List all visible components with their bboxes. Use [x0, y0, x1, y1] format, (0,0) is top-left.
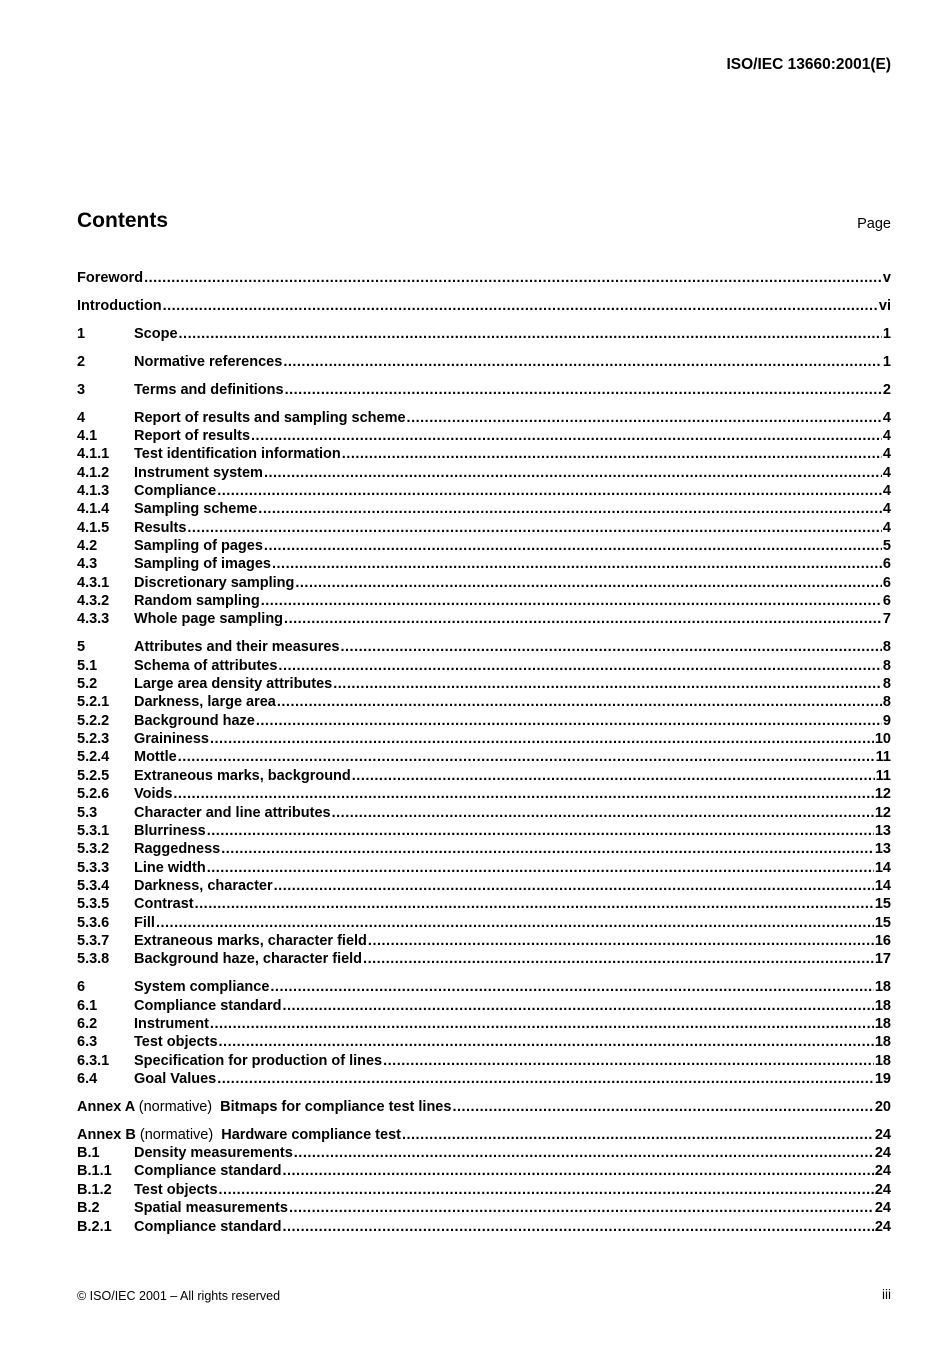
toc-entry-number: 5.1 — [77, 657, 98, 674]
toc-entry[interactable] — [77, 1033, 891, 1051]
toc-entry-title-text: Sampling of images — [134, 556, 271, 573]
toc-entry-number: 4.3.3 — [77, 611, 110, 628]
toc-dot-leader — [207, 859, 874, 877]
toc-entry-title-text: Normative references — [134, 353, 283, 370]
table-of-contents — [77, 269, 891, 1236]
toc-entry[interactable] — [77, 1052, 891, 1070]
toc-dot-leader — [219, 1181, 874, 1199]
toc-entry-page: 11 — [875, 767, 891, 784]
toc-entry-title — [134, 997, 281, 1015]
toc-entry-page: 4 — [882, 464, 891, 481]
toc-entry-title-text: Blurriness — [134, 822, 206, 839]
toc-entry[interactable] — [77, 500, 891, 518]
toc-entry-title — [134, 1218, 281, 1236]
toc-dot-leader — [217, 482, 882, 500]
toc-entry-title-text: Compliance standard — [134, 997, 282, 1014]
toc-entry-page: 6 — [882, 556, 891, 573]
toc-entry-page: 15 — [874, 896, 891, 913]
toc-entry-page: 6 — [882, 574, 891, 591]
toc-entry-title-text: Background haze — [134, 712, 255, 729]
toc-entry-number: 4.3.1 — [77, 574, 110, 591]
toc-entry-page: 12 — [874, 786, 891, 803]
toc-entry-number: 1 — [77, 325, 86, 342]
page-column-label: Page — [857, 216, 891, 232]
toc-entry-page: 24 — [874, 1181, 891, 1198]
toc-dot-leader — [283, 353, 882, 371]
toc-entry-number: 4.1.3 — [77, 483, 110, 500]
toc-entry[interactable] — [77, 1162, 891, 1180]
toc-entry-title-text: Results — [134, 519, 187, 536]
toc-entry-title — [134, 445, 341, 463]
toc-entry-title-text: Discretionary sampling — [134, 574, 295, 591]
toc-entry[interactable] — [77, 767, 891, 785]
toc-entry[interactable] — [77, 592, 891, 610]
toc-entry[interactable] — [77, 353, 891, 371]
toc-entry-title-text: Annex B — [77, 1126, 136, 1143]
toc-entry-title-text: Graininess — [134, 731, 209, 748]
toc-dot-leader — [363, 950, 874, 968]
toc-entry-title — [134, 482, 216, 500]
toc-dot-leader — [342, 445, 882, 463]
toc-entry[interactable] — [77, 822, 891, 840]
toc-entry[interactable] — [77, 482, 891, 500]
toc-dot-leader — [407, 409, 882, 427]
toc-entry[interactable] — [77, 325, 891, 343]
toc-dot-leader — [264, 537, 882, 555]
toc-entry-page: v — [882, 270, 891, 286]
toc-entry-title-text: Darkness, large area — [134, 694, 276, 711]
toc-entry-title — [134, 822, 206, 840]
toc-entry[interactable] — [77, 932, 891, 950]
toc-entry-page: 24 — [874, 1218, 891, 1235]
toc-entry[interactable] — [77, 804, 891, 822]
toc-entry-title — [134, 785, 172, 803]
toc-entry-title-text: Line width — [134, 859, 206, 876]
toc-entry-annex-title: Hardware compliance test — [221, 1126, 401, 1143]
toc-entry-title — [77, 269, 143, 287]
toc-entry[interactable] — [77, 840, 891, 858]
toc-dot-leader — [261, 592, 882, 610]
toc-entry[interactable] — [77, 657, 891, 675]
toc-dot-leader — [277, 693, 882, 711]
toc-dot-leader — [452, 1098, 873, 1116]
toc-entry-title-text: Compliance standard — [134, 1163, 282, 1180]
toc-entry-title-text: Specification for production of lines — [134, 1052, 383, 1069]
toc-entry[interactable] — [77, 269, 891, 287]
toc-entry[interactable] — [77, 409, 891, 427]
toc-entry-page: 4 — [882, 501, 891, 518]
toc-dot-leader — [219, 1033, 874, 1051]
toc-entry-title — [134, 353, 282, 371]
toc-entry[interactable] — [77, 381, 891, 399]
toc-entry-number: 5.2.5 — [77, 767, 110, 784]
toc-entry[interactable] — [77, 675, 891, 693]
toc-entry-title-text: Goal Values — [134, 1070, 217, 1087]
toc-entry-number: 4.3 — [77, 556, 98, 573]
toc-entry-number: 6 — [77, 979, 86, 996]
toc-entry[interactable] — [77, 693, 891, 711]
toc-entry-title-text: Report of results — [134, 428, 251, 445]
toc-entry-number: 5.2 — [77, 676, 98, 693]
toc-entry[interactable] — [77, 1218, 891, 1236]
toc-entry-title-text: Instrument — [134, 1015, 209, 1032]
toc-dot-leader — [352, 767, 875, 785]
toc-entry-page: 18 — [874, 997, 891, 1014]
toc-entry-number: 6.3 — [77, 1034, 98, 1051]
toc-entry-page: 24 — [874, 1200, 891, 1217]
toc-entry[interactable] — [77, 914, 891, 932]
toc-entry[interactable] — [77, 464, 891, 482]
toc-entry[interactable] — [77, 877, 891, 895]
toc-entry-title — [134, 932, 367, 950]
toc-entry-number: 5.2.6 — [77, 786, 110, 803]
toc-entry-number: 4.1.5 — [77, 519, 110, 536]
toc-entry-number: 6.1 — [77, 997, 98, 1014]
toc-entry-number: 5.3 — [77, 804, 98, 821]
toc-dot-leader — [278, 657, 882, 675]
toc-entry-title — [134, 1144, 293, 1162]
toc-entry-qualifier: (normative) — [139, 1126, 214, 1143]
toc-entry-title — [134, 657, 277, 675]
toc-dot-leader — [178, 748, 875, 766]
toc-dot-leader — [195, 895, 874, 913]
toc-entry[interactable] — [77, 950, 891, 968]
toc-entry-number: B.1 — [77, 1145, 100, 1162]
toc-entry-title — [134, 519, 186, 537]
toc-entry[interactable] — [77, 1015, 891, 1033]
toc-entry-number: 4 — [77, 409, 86, 426]
toc-entry-title — [134, 1070, 216, 1088]
toc-entry-number: 4.1 — [77, 428, 98, 445]
toc-dot-leader — [251, 427, 882, 445]
toc-entry-page: 17 — [874, 951, 891, 968]
toc-dot-leader — [402, 1126, 874, 1144]
toc-dot-leader — [282, 1218, 873, 1236]
toc-entry[interactable] — [77, 555, 891, 573]
toc-entry-page: 4 — [882, 519, 891, 536]
toc-dot-leader — [294, 1144, 874, 1162]
toc-entry[interactable] — [77, 1144, 891, 1162]
toc-entry-title — [77, 1126, 401, 1144]
page-number: iii — [882, 1287, 891, 1302]
toc-entry-title-text: Darkness, character — [134, 877, 273, 894]
toc-dot-leader — [295, 574, 882, 592]
toc-entry-title — [134, 638, 339, 656]
toc-entry-title — [134, 859, 206, 877]
toc-entry-title — [134, 1015, 209, 1033]
toc-entry-title-text: Large area density attributes — [134, 676, 333, 693]
toc-entry-title-text: Contrast — [134, 896, 194, 913]
toc-entry-number: 5.2.1 — [77, 694, 110, 711]
toc-entry[interactable] — [77, 997, 891, 1015]
toc-entry-title — [77, 1098, 451, 1116]
toc-entry-number: 5.3.2 — [77, 841, 110, 858]
toc-entry-title-text: Compliance standard — [134, 1218, 282, 1235]
toc-dot-leader — [187, 519, 882, 537]
toc-entry[interactable] — [77, 574, 891, 592]
toc-entry-page: 24 — [874, 1145, 891, 1162]
toc-entry-annex-title: Bitmaps for compliance test lines — [220, 1098, 452, 1115]
toc-entry-title-text: Whole page sampling — [134, 611, 284, 628]
document-id: ISO/IEC 13660:2001(E) — [726, 56, 891, 73]
toc-entry-number: 5.3.8 — [77, 951, 110, 968]
toc-entry-title-text: Character and line attributes — [134, 804, 331, 821]
toc-entry-title-text: Background haze, character field — [134, 951, 363, 968]
toc-entry-number: 5.2.3 — [77, 731, 110, 748]
toc-dot-leader — [282, 997, 873, 1015]
toc-entry-title — [134, 693, 276, 711]
toc-entry[interactable] — [77, 297, 891, 315]
toc-entry-number: B.1.2 — [77, 1181, 112, 1198]
toc-entry-page: 8 — [882, 676, 891, 693]
toc-entry-title — [134, 427, 250, 445]
toc-dot-leader — [270, 978, 873, 996]
toc-entry-title — [134, 877, 273, 895]
toc-entry[interactable] — [77, 730, 891, 748]
toc-entry-number: 4.3.2 — [77, 593, 110, 610]
toc-entry-page: 2 — [882, 381, 891, 398]
toc-entry-page: 14 — [874, 877, 891, 894]
toc-entry-title — [134, 804, 331, 822]
toc-entry-title-text: Terms and definitions — [134, 381, 284, 398]
toc-entry-title — [134, 895, 194, 913]
toc-entry-number: 5.3.5 — [77, 896, 110, 913]
toc-dot-leader — [272, 555, 882, 573]
toc-dot-leader — [282, 1162, 873, 1180]
toc-entry[interactable] — [77, 638, 891, 656]
toc-entry-number: B.2.1 — [77, 1218, 112, 1235]
toc-entry-title — [134, 978, 269, 996]
toc-entry[interactable] — [77, 445, 891, 463]
toc-entry[interactable] — [77, 748, 891, 766]
toc-entry-page: 18 — [874, 1034, 891, 1051]
toc-entry-number: 5.3.6 — [77, 914, 110, 931]
toc-entry-title — [134, 409, 406, 427]
toc-entry[interactable] — [77, 1181, 891, 1199]
toc-dot-leader — [274, 877, 874, 895]
toc-entry-title-text: Fill — [134, 914, 155, 931]
toc-entry-number: 5.3.4 — [77, 877, 110, 894]
toc-entry-number: 4.2 — [77, 538, 98, 555]
toc-entry-page: 16 — [874, 932, 891, 949]
toc-entry-title — [134, 950, 362, 968]
toc-entry-title — [134, 500, 257, 518]
toc-entry-title-text: Density measurements — [134, 1145, 293, 1162]
toc-entry-page: 7 — [882, 611, 891, 628]
toc-dot-leader — [340, 638, 881, 656]
toc-entry-number: 5 — [77, 639, 86, 656]
toc-entry-page: 18 — [874, 1015, 891, 1032]
toc-entry[interactable] — [77, 537, 891, 555]
toc-entry-title-text: Scope — [134, 325, 178, 342]
copyright-notice: © ISO/IEC 2001 – All rights reserved — [77, 1289, 281, 1303]
toc-entry-title — [134, 748, 177, 766]
toc-entry-title — [134, 325, 178, 343]
toc-entry-title-text: Instrument system — [134, 464, 263, 481]
toc-entry-title — [134, 555, 271, 573]
toc-entry-title-text: Introduction — [77, 297, 162, 314]
toc-entry-number: 4.1.2 — [77, 464, 110, 481]
toc-entry-page: 13 — [874, 822, 891, 839]
toc-entry[interactable] — [77, 1199, 891, 1217]
toc-entry-page: 15 — [874, 914, 891, 931]
toc-entry-number: 6.4 — [77, 1070, 98, 1087]
toc-entry-page: 1 — [882, 353, 891, 370]
toc-entry-title-text: Sampling of pages — [134, 538, 263, 555]
toc-dot-leader — [368, 932, 874, 950]
toc-entry[interactable] — [77, 1126, 891, 1144]
toc-entry[interactable] — [77, 1098, 891, 1116]
toc-entry-number: B.1.1 — [77, 1163, 112, 1180]
toc-entry-page: 4 — [882, 428, 891, 445]
toc-entry-page: 5 — [882, 538, 891, 555]
toc-dot-leader — [284, 610, 882, 628]
toc-entry-title — [134, 712, 255, 730]
toc-dot-leader — [173, 785, 873, 803]
toc-entry-page: 4 — [882, 409, 891, 426]
toc-entry[interactable] — [77, 895, 891, 913]
toc-entry-title-text: Annex A — [77, 1098, 135, 1115]
toc-entry[interactable] — [77, 427, 891, 445]
toc-entry-page: vi — [878, 297, 891, 314]
toc-entry-title — [134, 592, 260, 610]
toc-entry-number: 5.3.7 — [77, 932, 110, 949]
toc-entry-title — [134, 914, 155, 932]
toc-entry-title — [134, 675, 332, 693]
toc-entry-page: 24 — [874, 1126, 891, 1143]
toc-entry-title-text: Test objects — [134, 1034, 218, 1051]
toc-dot-leader — [256, 712, 882, 730]
toc-entry-page: 8 — [882, 657, 891, 674]
toc-entry-title-text: Extraneous marks, background — [134, 767, 351, 784]
toc-dot-leader — [289, 1199, 874, 1217]
toc-entry-page: 8 — [882, 639, 891, 656]
toc-entry-number: 5.3.1 — [77, 822, 110, 839]
toc-entry-title — [134, 1033, 218, 1051]
toc-entry-title — [134, 574, 294, 592]
toc-dot-leader — [285, 381, 882, 399]
toc-dot-leader — [207, 822, 874, 840]
toc-entry-title — [134, 767, 351, 785]
toc-entry-title-text: Random sampling — [134, 593, 260, 610]
toc-entry-number: 5.3.3 — [77, 859, 110, 876]
toc-entry-page: 1 — [882, 325, 891, 342]
toc-dot-leader — [383, 1052, 874, 1070]
toc-dot-leader — [333, 675, 882, 693]
toc-entry-title-text: Voids — [134, 786, 173, 803]
toc-entry-page: 24 — [874, 1163, 891, 1180]
toc-entry-title-text: Extraneous marks, character field — [134, 932, 367, 949]
contents-heading: Contents — [77, 209, 168, 232]
toc-entry[interactable] — [77, 610, 891, 628]
toc-entry-title-text: System compliance — [134, 979, 270, 996]
toc-entry-title — [134, 840, 220, 858]
toc-entry[interactable] — [77, 519, 891, 537]
toc-entry-title-text: Raggedness — [134, 841, 221, 858]
toc-entry-number: 5.2.2 — [77, 712, 110, 729]
toc-entry-title-text: Test identification information — [134, 446, 341, 463]
toc-dot-leader — [156, 914, 874, 932]
toc-entry-number: 4.1.4 — [77, 501, 110, 518]
toc-entry-page: 18 — [874, 979, 891, 996]
toc-dot-leader — [163, 297, 878, 315]
toc-entry-title — [134, 464, 263, 482]
toc-dot-leader — [258, 500, 882, 518]
toc-entry-page: 13 — [874, 841, 891, 858]
toc-entry-title-text: Attributes and their measures — [134, 639, 340, 656]
toc-entry-page: 20 — [874, 1098, 891, 1115]
toc-entry-page: 4 — [882, 483, 891, 500]
toc-entry-title — [134, 1162, 281, 1180]
toc-entry-title — [134, 730, 209, 748]
toc-entry-title-text: Report of results and sampling scheme — [134, 409, 406, 426]
toc-entry[interactable] — [77, 712, 891, 730]
toc-entry-page: 18 — [874, 1052, 891, 1069]
toc-dot-leader — [179, 325, 882, 343]
toc-entry-number: 5.2.4 — [77, 749, 110, 766]
toc-dot-leader — [264, 464, 882, 482]
toc-entry-page: 19 — [874, 1070, 891, 1087]
toc-dot-leader — [221, 840, 874, 858]
toc-entry-title-text: Mottle — [134, 749, 177, 766]
toc-dot-leader — [332, 804, 874, 822]
toc-dot-leader — [210, 1015, 874, 1033]
toc-entry[interactable] — [77, 785, 891, 803]
toc-entry[interactable] — [77, 978, 891, 996]
toc-entry-title-text: Schema of attributes — [134, 657, 278, 674]
toc-entry-page: 8 — [882, 694, 891, 711]
toc-entry-number: 2 — [77, 353, 86, 370]
toc-entry-qualifier: (normative) — [138, 1098, 213, 1115]
toc-dot-leader — [144, 269, 882, 287]
toc-entry-page: 6 — [882, 593, 891, 610]
toc-entry-page: 12 — [874, 804, 891, 821]
toc-entry-number: 6.3.1 — [77, 1052, 110, 1069]
toc-entry-number: B.2 — [77, 1200, 100, 1217]
toc-entry-number: 6.2 — [77, 1015, 98, 1032]
toc-entry-number: 3 — [77, 381, 86, 398]
toc-entry-page: 10 — [874, 731, 891, 748]
toc-entry-title — [134, 1199, 288, 1217]
toc-entry-title-text: Foreword — [77, 270, 144, 286]
toc-entry[interactable] — [77, 1070, 891, 1088]
toc-dot-leader — [210, 730, 874, 748]
toc-entry-title — [134, 1181, 218, 1199]
toc-entry[interactable] — [77, 859, 891, 877]
toc-entry-title-text: Sampling scheme — [134, 501, 258, 518]
toc-entry-page: 9 — [882, 712, 891, 729]
toc-entry-title — [134, 610, 283, 628]
toc-entry-title-text: Spatial measurements — [134, 1200, 288, 1217]
toc-entry-page: 11 — [875, 749, 891, 766]
toc-entry-title — [134, 537, 263, 555]
toc-entry-page: 4 — [882, 446, 891, 463]
toc-dot-leader — [217, 1070, 874, 1088]
toc-entry-title — [134, 381, 284, 399]
toc-entry-page: 14 — [874, 859, 891, 876]
toc-entry-title-text: Test objects — [134, 1181, 218, 1198]
toc-entry-number: 4.1.1 — [77, 446, 110, 463]
toc-entry-title — [77, 297, 162, 315]
toc-entry-title-text: Compliance — [134, 483, 217, 500]
toc-entry-title — [134, 1052, 382, 1070]
